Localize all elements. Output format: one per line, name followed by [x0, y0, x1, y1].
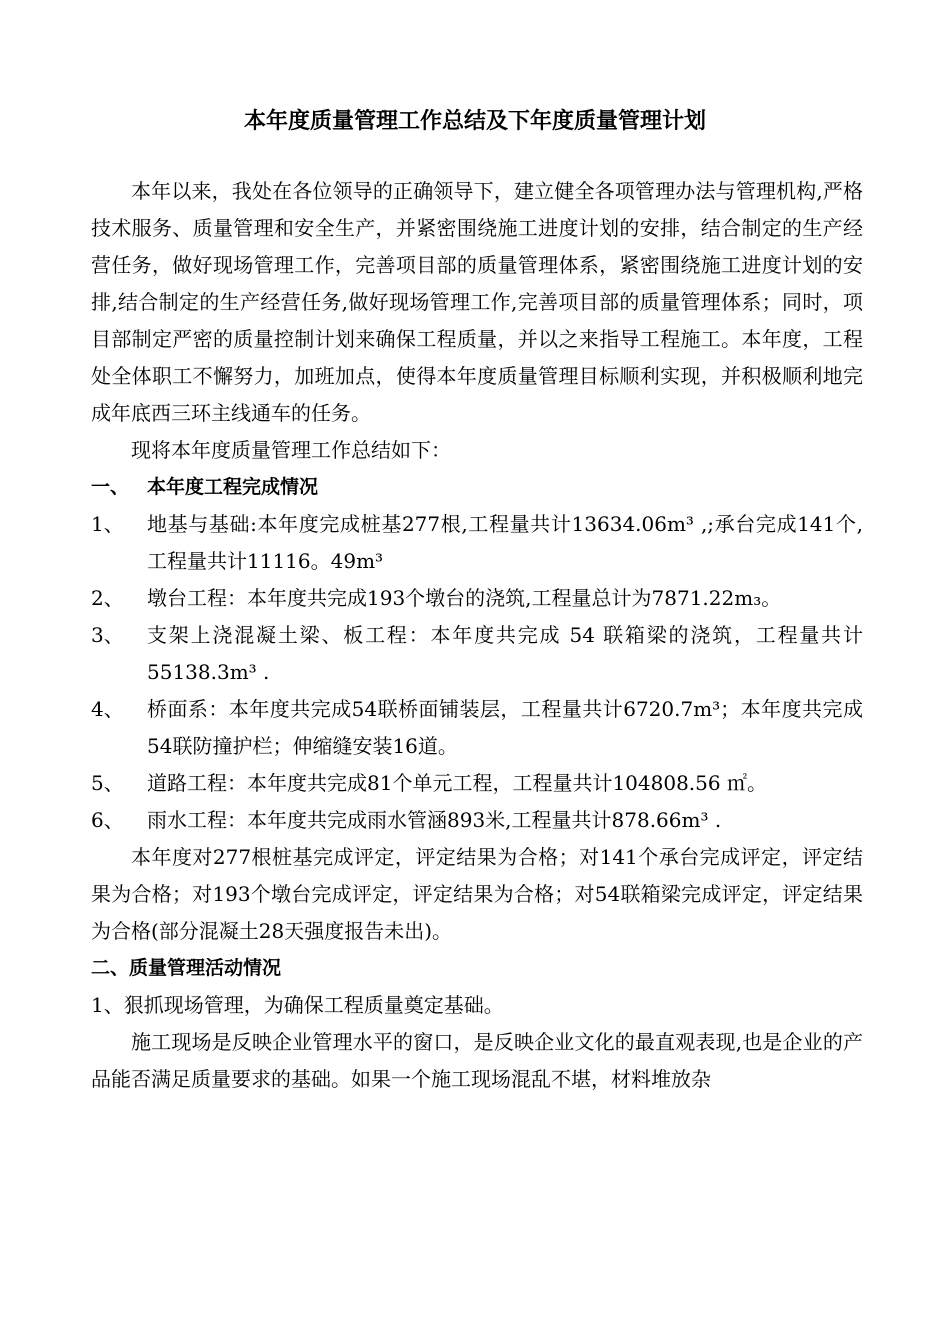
site-paragraph: 施工现场是反映企业管理水平的窗口，是反映企业文化的最直观表现,也是企业的产品能否满足质量要求的基础。如果一个施工现场混乱不堪，材料堆放杂 — [91, 1030, 863, 1091]
evaluation-paragraph: 本年度对277根桩基完成评定，评定结果为合格；对141个承台完成评定，评定结果为合格；对193个墩台完成评定，评定结果为合格；对54联箱梁完成评定，评定结果为合格(部分混凝土28天强度报告未出)。 — [91, 845, 863, 943]
item-text: 地基与基础:本年度完成桩基277根,工程量共计13634.06m³ ,;承台完成141个,工程量共计11116。49m³ — [147, 512, 863, 573]
item-number: 1、 — [91, 512, 124, 536]
document-body — [91, 173, 863, 1098]
section-1-number: 一、 — [91, 476, 130, 498]
subsection-1-heading: 1、狠抓现场管理，为确保工程质量奠定基础。 — [91, 993, 504, 1017]
item-number: 2、 — [91, 586, 124, 610]
item-number: 5、 — [91, 771, 124, 795]
intro-paragraph: 本年以来，我处在各位领导的正确领导下，建立健全各项管理办法与管理机构,严格技术服务、质量管理和安全生产，并紧密围绕施工进度计划的安排，结合制定的生产经营任务，做好现场管理工作，完善项目部的质量管理体系，紧密围绕施工进度计划的安排,结合制定的生产经营任务,做好现场管理工作,完善项目部的质量管理体系；同时，项目部制定严密的质量控制计划来确保工程质量，并以之来指导工程施工。本年度，工程处全体职工不懈努力，加班加点，使得本年度质量管理目标顺利实现，并积极顺利地完成年底西三环主线通车的任务。 — [91, 179, 863, 425]
list-item — [91, 691, 863, 765]
list-item — [91, 580, 863, 617]
item-text: 墩台工程：本年度共完成193个墩台的浇筑,工程量总计为7871.22m₃。 — [147, 586, 782, 610]
document-title: 本年度质量管理工作总结及下年度质量管理计划 — [243, 109, 706, 134]
list-item — [91, 802, 863, 839]
item-number: 6、 — [91, 808, 124, 832]
summary-lead: 现将本年度质量管理工作总结如下： — [131, 438, 451, 462]
item-number: 3、 — [91, 623, 124, 647]
list-item — [91, 617, 863, 691]
section-2-heading: 二、质量管理活动情况 — [91, 957, 282, 979]
list-item — [91, 506, 863, 580]
item-text: 雨水工程：本年度共完成雨水管涵893米,工程量共计878.66m³ . — [147, 808, 722, 832]
item-text: 桥面系：本年度共完成54联桥面铺装层，工程量共计6720.7m³；本年度共完成54联防撞护栏；伸缩缝安装16道。 — [147, 697, 863, 758]
section-1-title: 本年度工程完成情况 — [147, 476, 319, 498]
item-text: 支架上浇混凝土梁、板工程：本年度共完成 54 联箱梁的浇筑，工程量共计55138.3m³ . — [147, 623, 863, 684]
section-1-heading — [91, 469, 863, 506]
item-number: 4、 — [91, 697, 124, 721]
list-item — [91, 765, 863, 802]
item-text: 道路工程：本年度共完成81个单元工程，工程量共计104808.56 ㎡。 — [147, 771, 767, 795]
